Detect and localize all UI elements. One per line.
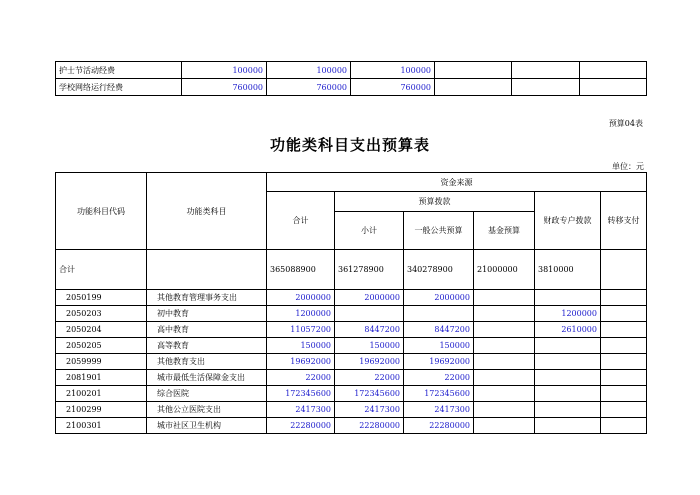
code-cell: 2050203 (56, 306, 147, 322)
subtotal-cell: 22000 (335, 370, 404, 386)
special-account-cell (535, 354, 601, 370)
code-cell: 2100299 (56, 402, 147, 418)
special-account-cell: 1200000 (535, 306, 601, 322)
subtotal-cell: 2417300 (335, 402, 404, 418)
table-row (56, 290, 647, 306)
table-row (56, 386, 647, 402)
total-cell: 100000 (182, 62, 267, 79)
summary-label: 合计 (56, 250, 147, 290)
subtotal-cell: 19692000 (335, 354, 404, 370)
name-cell: 初中教育 (147, 306, 267, 322)
header-code: 功能科目代码 (56, 173, 147, 250)
name-cell: 其他教育支出 (147, 354, 267, 370)
subtotal-cell: 760000 (267, 79, 351, 96)
unit-label: 单位：元 (612, 162, 644, 171)
special-account-cell (535, 370, 601, 386)
general-budget-cell: 760000 (351, 79, 435, 96)
item-name: 护士节活动经费 (56, 62, 182, 79)
summary-row (56, 250, 647, 290)
table-row (56, 338, 647, 354)
transfer-cell (601, 386, 647, 402)
code-cell: 2050199 (56, 290, 147, 306)
header-general-budget: 一般公共预算 (404, 212, 474, 250)
general-budget-cell: 172345600 (404, 386, 474, 402)
total-cell: 2417300 (267, 402, 335, 418)
general-budget-cell: 100000 (351, 62, 435, 79)
total-cell: 11057200 (267, 322, 335, 338)
special-account-cell (535, 386, 601, 402)
transfer-cell (601, 402, 647, 418)
item-name: 学校网络运行经费 (56, 79, 182, 96)
fund-cell (474, 290, 535, 306)
code-cell: 2081901 (56, 370, 147, 386)
fund-cell (474, 354, 535, 370)
table-row (56, 354, 647, 370)
total-cell: 22000 (267, 370, 335, 386)
table-row (56, 402, 647, 418)
code-cell: 2100301 (56, 418, 147, 434)
general-budget-cell: 2000000 (404, 290, 474, 306)
special-account-cell: 2610000 (535, 322, 601, 338)
summary-fund: 21000000 (474, 250, 535, 290)
header-special-account: 财政专户拨款 (535, 192, 601, 250)
total-cell: 760000 (182, 79, 267, 96)
subtotal-cell: 150000 (335, 338, 404, 354)
transfer-cell (601, 290, 647, 306)
transfer-cell (601, 354, 647, 370)
previous-table-continuation (55, 61, 647, 96)
total-cell: 22280000 (267, 418, 335, 434)
code-cell: 2050204 (56, 322, 147, 338)
header-name: 功能类科目 (147, 173, 267, 250)
fund-cell (474, 322, 535, 338)
table-row (56, 370, 647, 386)
name-cell: 高等教育 (147, 338, 267, 354)
header-subtotal: 小计 (335, 212, 404, 250)
table-row (56, 62, 647, 79)
general-budget-cell: 2417300 (404, 402, 474, 418)
code-cell: 2100201 (56, 386, 147, 402)
expenditure-table (55, 172, 647, 434)
table-row (56, 306, 647, 322)
total-cell: 19692000 (267, 354, 335, 370)
special-account-cell (535, 290, 601, 306)
name-cell: 城市最低生活保障金支出 (147, 370, 267, 386)
table-row (56, 79, 647, 96)
table-row (56, 322, 647, 338)
subtotal-cell: 100000 (267, 62, 351, 79)
header-total: 合计 (267, 192, 335, 250)
header-funding-source: 资金来源 (267, 173, 647, 192)
name-cell: 城市社区卫生机构 (147, 418, 267, 434)
name-cell: 其他公立医院支出 (147, 402, 267, 418)
transfer-cell (601, 306, 647, 322)
fund-cell (474, 338, 535, 354)
code-cell: 2059999 (56, 354, 147, 370)
name-cell: 综合医院 (147, 386, 267, 402)
total-cell: 2000000 (267, 290, 335, 306)
subtotal-cell: 2000000 (335, 290, 404, 306)
fund-cell (474, 370, 535, 386)
fund-cell (474, 306, 535, 322)
total-cell: 150000 (267, 338, 335, 354)
special-account-cell (535, 418, 601, 434)
subtotal-cell: 22280000 (335, 418, 404, 434)
fund-cell (474, 418, 535, 434)
page-title: 功能类科目支出预算表 (269, 136, 430, 154)
header-fund-budget: 基金预算 (474, 212, 535, 250)
table-row (56, 418, 647, 434)
subtotal-cell (335, 306, 404, 322)
summary-subtotal: 361278900 (335, 250, 404, 290)
name-cell: 高中教育 (147, 322, 267, 338)
transfer-cell (601, 338, 647, 354)
summary-general: 340278900 (404, 250, 474, 290)
fund-cell (474, 402, 535, 418)
total-cell: 1200000 (267, 306, 335, 322)
subtotal-cell: 8447200 (335, 322, 404, 338)
fund-cell (474, 386, 535, 402)
general-budget-cell (404, 306, 474, 322)
form-number: 预算04表 (608, 119, 643, 128)
special-account-cell (535, 338, 601, 354)
header-appropriation: 预算拨款 (335, 192, 535, 212)
subtotal-cell: 172345600 (335, 386, 404, 402)
general-budget-cell: 22280000 (404, 418, 474, 434)
general-budget-cell: 150000 (404, 338, 474, 354)
general-budget-cell: 8447200 (404, 322, 474, 338)
transfer-cell (601, 418, 647, 434)
header-row (56, 173, 647, 192)
code-cell: 2050205 (56, 338, 147, 354)
transfer-cell (601, 370, 647, 386)
general-budget-cell: 19692000 (404, 354, 474, 370)
special-account-cell (535, 402, 601, 418)
total-cell: 172345600 (267, 386, 335, 402)
summary-special: 3810000 (535, 250, 601, 290)
general-budget-cell: 22000 (404, 370, 474, 386)
name-cell: 其他教育管理事务支出 (147, 290, 267, 306)
header-transfer: 转移支付 (601, 192, 647, 250)
summary-total: 365088900 (267, 250, 335, 290)
transfer-cell (601, 322, 647, 338)
